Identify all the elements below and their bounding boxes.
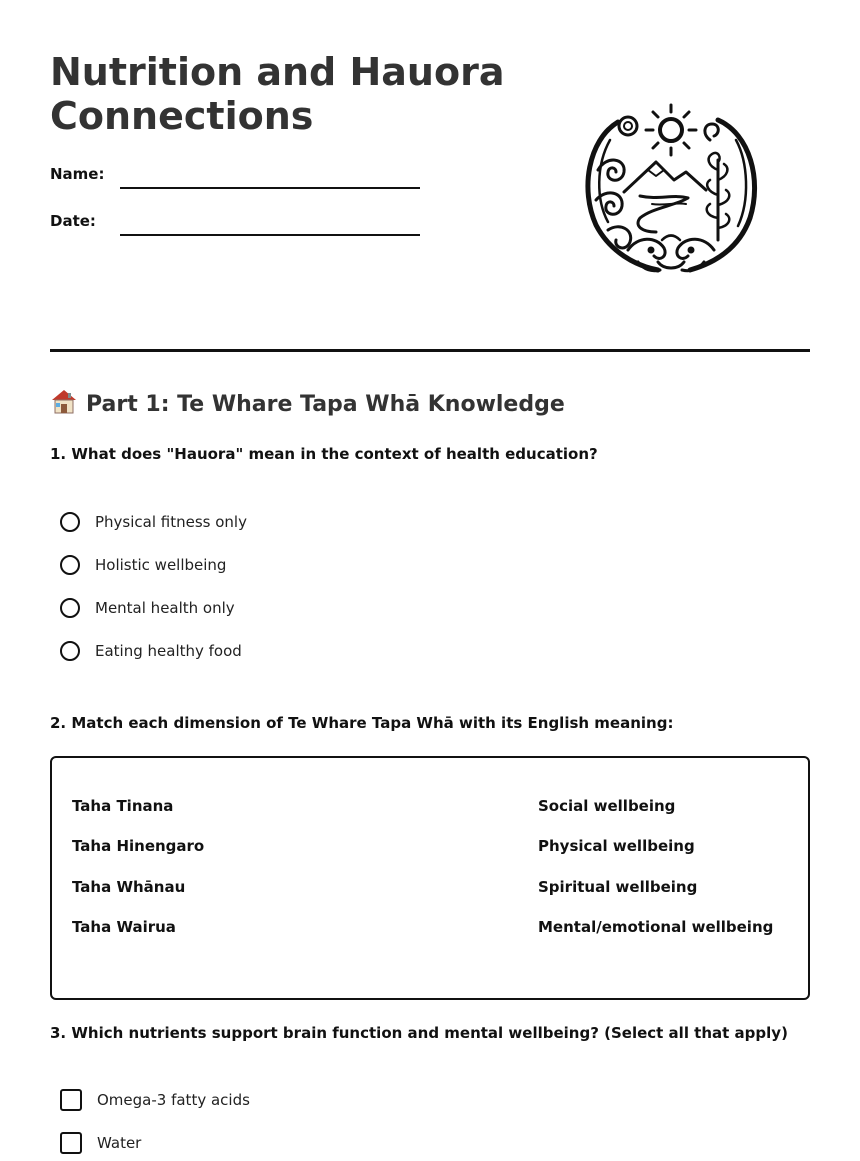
title-line-1: Nutrition and Hauora	[50, 50, 505, 94]
part1-title-text: Part 1: Te Whare Tapa Whā Knowledge	[86, 392, 565, 417]
match-right-item[interactable]: Physical wellbeing	[538, 837, 695, 855]
date-label: Date:	[50, 212, 96, 230]
radio-button[interactable]	[60, 512, 80, 532]
date-line[interactable]	[120, 234, 420, 236]
worksheet-page	[50, 0, 810, 1152]
name-label: Name:	[50, 165, 105, 183]
name-line[interactable]	[120, 187, 420, 189]
house-icon	[50, 388, 78, 414]
q3-option-1[interactable]	[60, 1087, 250, 1113]
date-field	[50, 207, 420, 237]
radio-button[interactable]	[60, 555, 80, 575]
question-3: 3. Which nutrients support brain function and mental wellbeing? (Select all that apply)	[50, 1024, 788, 1042]
match-left-item[interactable]: Taha Wairua	[72, 918, 176, 936]
q1-option-3[interactable]	[60, 595, 235, 621]
q1-option-4[interactable]	[60, 638, 242, 664]
q3-option-label: Omega-3 fatty acids	[97, 1091, 250, 1109]
checkbox[interactable]	[60, 1089, 82, 1111]
header-divider	[50, 349, 810, 352]
title-line-2: Connections	[50, 94, 314, 138]
q1-option-1[interactable]	[60, 509, 247, 535]
q3-option-label: Water	[97, 1134, 142, 1152]
q1-option-label: Physical fitness only	[95, 513, 247, 531]
match-left-item[interactable]: Taha Whānau	[72, 878, 186, 896]
match-right-item[interactable]: Mental/emotional wellbeing	[538, 918, 774, 936]
q1-option-label: Eating healthy food	[95, 642, 242, 660]
match-right-item[interactable]: Spiritual wellbeing	[538, 878, 698, 896]
radio-button[interactable]	[60, 641, 80, 661]
q1-option-label: Holistic wellbeing	[95, 556, 227, 574]
q1-option-label: Mental health only	[95, 599, 235, 617]
question-2: 2. Match each dimension of Te Whare Tapa Whā with its English meaning:	[50, 714, 674, 732]
q3-option-2[interactable]	[60, 1130, 141, 1156]
maori-landscape-emblem-icon	[578, 100, 764, 276]
question-1: 1. What does "Hauora" mean in the context of health education?	[50, 445, 598, 463]
worksheet-title	[50, 50, 520, 138]
q1-option-2[interactable]	[60, 552, 226, 578]
match-left-item[interactable]: Taha Tinana	[72, 797, 174, 815]
matching-box	[50, 756, 810, 1000]
name-field	[50, 160, 420, 190]
checkbox[interactable]	[60, 1132, 82, 1154]
worksheet-header	[50, 0, 810, 352]
match-left-item[interactable]: Taha Hinengaro	[72, 837, 205, 855]
match-right-item[interactable]: Social wellbeing	[538, 797, 676, 815]
part1-title	[50, 388, 565, 420]
radio-button[interactable]	[60, 598, 80, 618]
